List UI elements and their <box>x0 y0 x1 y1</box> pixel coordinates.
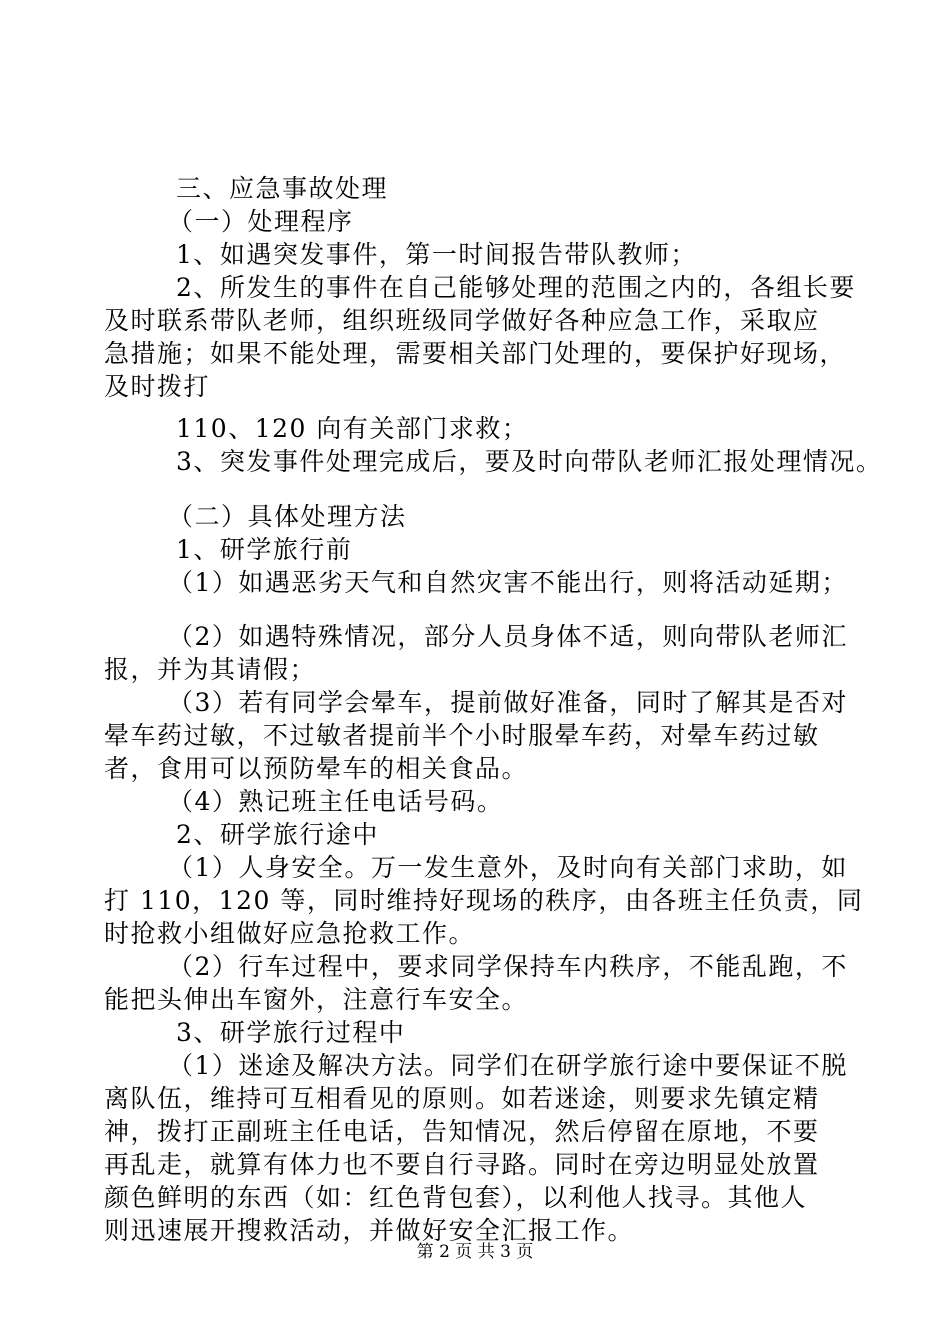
paragraph-line: （3）若有同学会晕车，提前做好准备，同时了解其是否对 <box>168 688 848 717</box>
paragraph-line: 能把头伸出车窗外，注意行车安全。 <box>104 985 529 1014</box>
paragraph-line: 则迅速展开搜救活动，并做好安全汇报工作。 <box>104 1216 635 1245</box>
page-number-footer: 第 2 页 共 3 页 <box>416 1242 534 1262</box>
section-heading: 三、应急事故处理 <box>176 174 389 203</box>
paragraph-line: （1）人身安全。万一发生意外，及时向有关部门求助，如 <box>168 853 848 882</box>
paragraph-line: 及时拨打 <box>104 372 211 401</box>
paragraph-line: （4）熟记班主任电话号码。 <box>168 787 504 816</box>
paragraph-line: 打 110，120 等，同时维持好现场的秩序，由各班主任负责，同 <box>104 886 864 915</box>
paragraph-line: 晕车药过敏，不过敏者提前半个小时服晕车药，对晕车药过敏 <box>104 721 820 750</box>
paragraph-line: 离队伍，维持可互相看见的原则。如若迷途，则要求先镇定精 <box>104 1084 820 1113</box>
paragraph-line: 3、研学旅行过程中 <box>176 1018 406 1047</box>
paragraph-line: （1）如遇恶劣天气和自然灾害不能出行，则将活动延期； <box>168 568 848 597</box>
paragraph-line: 时抢救小组做好应急抢救工作。 <box>104 919 476 948</box>
paragraph-line: 及时联系带队老师，组织班级同学做好各种应急工作，采取应 <box>104 306 820 335</box>
paragraph-line: 1、如遇突发事件，第一时间报告带队教师； <box>176 240 697 269</box>
paragraph-line: 2、研学旅行途中 <box>176 820 379 849</box>
paragraph-line: 者，食用可以预防晕车的相关食品。 <box>104 754 529 783</box>
paragraph-line: 110、120 向有关部门求救； <box>176 414 529 443</box>
subsection-heading: （二）具体处理方法 <box>168 502 407 531</box>
subsection-heading: （一）处理程序 <box>168 207 354 236</box>
paragraph-line: 报，并为其请假； <box>104 655 317 684</box>
paragraph-line: 再乱走，就算有体力也不要自行寻路。同时在旁边明显处放置 <box>104 1150 820 1179</box>
paragraph-line: （2）行车过程中，要求同学保持车内秩序，不能乱跑，不 <box>168 952 848 981</box>
paragraph-line: 3、突发事件处理完成后，要及时向带队老师汇报处理情况。 <box>176 447 883 476</box>
paragraph-line: 2、所发生的事件在自己能够处理的范围之内的，各组长要 <box>176 273 856 302</box>
paragraph-line: 1、研学旅行前 <box>176 535 353 564</box>
paragraph-line: （2）如遇特殊情况，部分人员身体不适，则向带队老师汇 <box>168 622 848 651</box>
paragraph-line: 颜色鲜明的东西（如：红色背包套），以利他人找寻。其他人 <box>104 1183 808 1212</box>
paragraph-line: 神，拨打正副班主任电话，告知情况，然后停留在原地，不要 <box>104 1117 820 1146</box>
paragraph-line: （1）迷途及解决方法。同学们在研学旅行途中要保证不脱 <box>168 1051 848 1080</box>
paragraph-line: 急措施；如果不能处理，需要相关部门处理的，要保护好现场， <box>104 339 847 368</box>
